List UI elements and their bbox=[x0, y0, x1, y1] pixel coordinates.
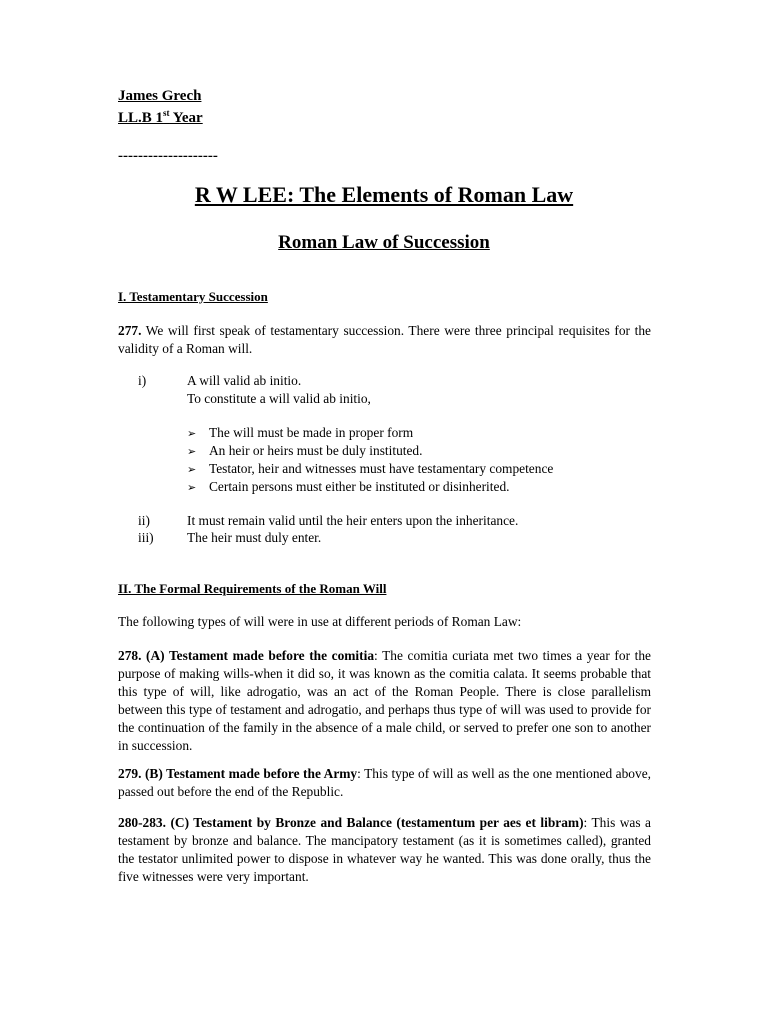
list-number-ii: ii) bbox=[138, 513, 150, 528]
list-item-iii: The heir must duly enter. bbox=[187, 530, 322, 545]
list-item-i-line1: A will valid ab initio. bbox=[187, 373, 302, 388]
document-title: R W LEE: The Elements of Roman Law bbox=[194, 182, 574, 207]
paragraph-279: 279. (B) Testament made before the Army: This type of will as well as the one mentioned above, passed out before the end of the Republic. bbox=[118, 766, 651, 799]
bullet-item: ➢ Testator, heir and witnesses must have testamentary competence bbox=[187, 461, 554, 476]
list-item-i-line2: To constitute a will valid ab initio, bbox=[187, 391, 371, 406]
bullet-item: ➢ Certain persons must either be instituted or disinherited. bbox=[187, 479, 510, 494]
list-number-i: i) bbox=[138, 373, 147, 388]
paragraph-280-283: 280-283. (C) Testament by Bronze and Balance (testamentum per aes et libram): This was a testament by bronze and balance. The mancipatory testament (as it is sometimes called), granted the testator unlimited power to dispose in whatever way he wanted. This was done orally, thus the five witnesses were very important. bbox=[118, 815, 651, 884]
arrowhead-bullet-icon: ➢ bbox=[187, 481, 197, 494]
section-heading-testamentary: I. Testamentary Succession bbox=[118, 289, 268, 304]
paragraph-277: 277. We will first speak of testamentary succession. There were three principal requisites for the validity of a Roman will. bbox=[118, 323, 651, 356]
list-number-iii: iii) bbox=[138, 530, 154, 545]
author-name: James Grech bbox=[118, 88, 202, 104]
author-degree: LL.B 1st Year bbox=[118, 108, 203, 126]
paragraph-intro: The following types of will were in use at different periods of Roman Law: bbox=[118, 614, 522, 629]
arrowhead-bullet-icon: ➢ bbox=[187, 427, 197, 440]
arrowhead-bullet-icon: ➢ bbox=[187, 463, 197, 476]
arrowhead-bullet-icon: ➢ bbox=[187, 445, 197, 458]
section-heading-formal-requirements: II. The Formal Requirements of the Roman Will bbox=[118, 581, 387, 596]
bullet-item: ➢ The will must be made in proper form bbox=[187, 425, 414, 440]
separator-line: -------------------- bbox=[118, 148, 218, 164]
bullet-item: ➢ An heir or heirs must be duly instituted. bbox=[187, 443, 423, 458]
list-item-ii: It must remain valid until the heir enters upon the inheritance. bbox=[187, 513, 519, 528]
paragraph-278: 278. (A) Testament made before the comitia: The comitia curiata met two times a year for the purpose of making wills-when it did so, it was known as the comitia calata. It seems probable that this type of will, like adrogatio, was an act of the Roman People. There is close parallelism between this type of testament and adrogatio, and perhaps thus type of will was used to provide for the continuation of the family in the absence of a male child, or served to prefer one son to another in succession. bbox=[118, 648, 651, 753]
document-subtitle: Roman Law of Succession bbox=[278, 232, 490, 253]
